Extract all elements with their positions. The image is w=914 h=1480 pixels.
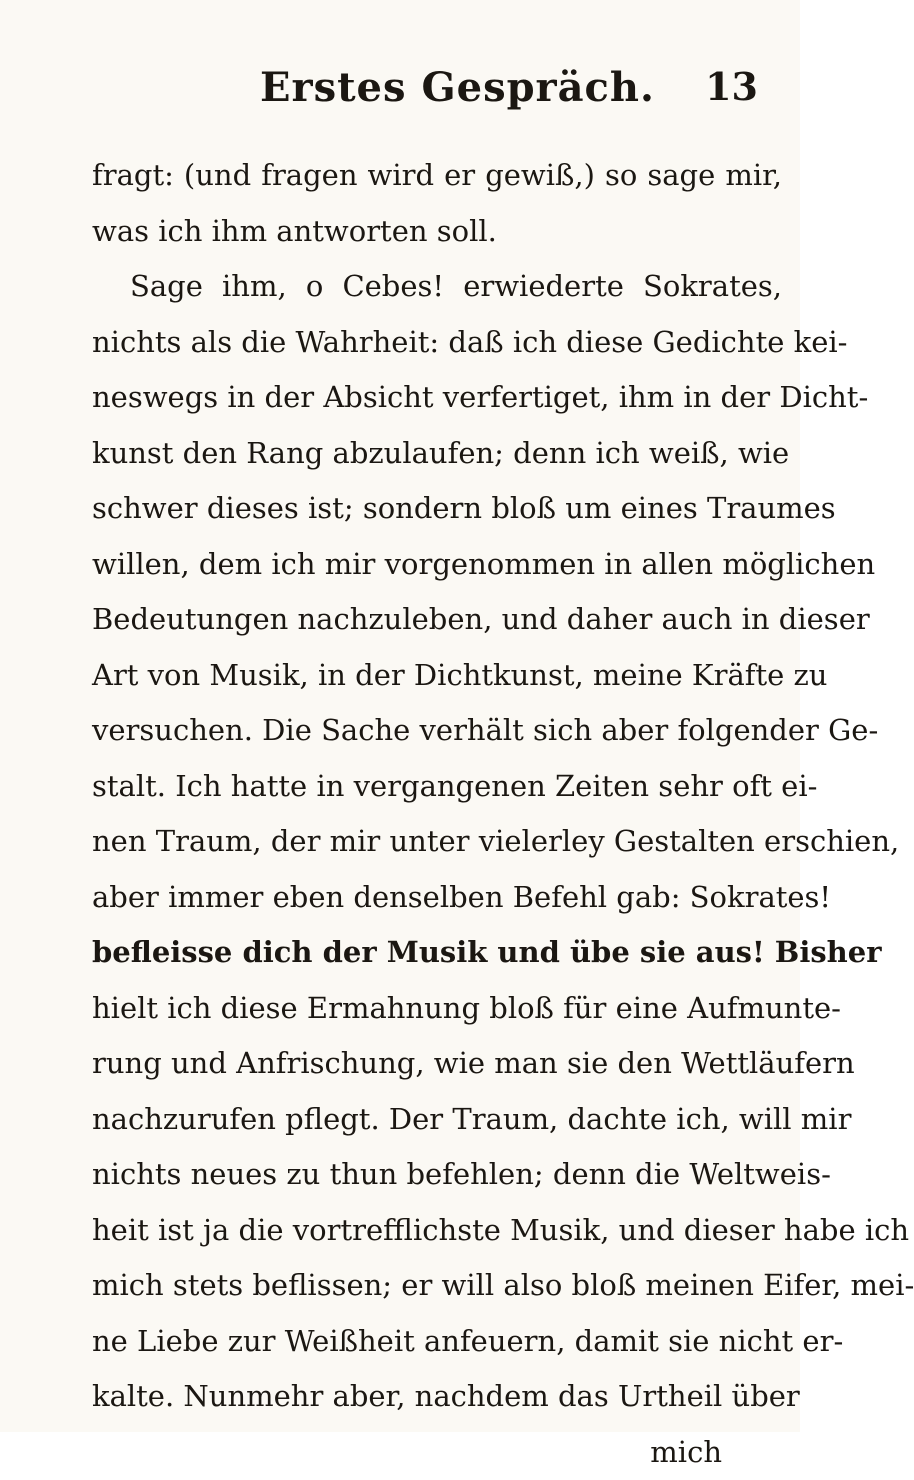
text-line: rung und Anfrischung, wie man sie den Wettläufern	[92, 1036, 782, 1092]
text-line: stalt. Ich hatte in vergangenen Zeiten sehr oft ei-	[92, 759, 782, 815]
text-line: mich stets beflissen; er will also bloß meinen Eifer, mei-	[92, 1258, 782, 1314]
text-line: nen Traum, der mir unter vielerley Gestalten erschien,	[92, 814, 782, 870]
text-line: nichts neues zu thun befehlen; denn die Weltweis-	[92, 1147, 782, 1203]
text-line: befleisse dich der Musik und übe sie aus! Bisher	[92, 925, 782, 981]
text-line: versuchen. Die Sache verhält sich aber folgender Ge-	[92, 703, 782, 759]
text-line: Art von Musik, in der Dichtkunst, meine Kräfte zu	[92, 648, 782, 704]
body-text	[92, 148, 782, 1480]
text-line: neswegs in der Absicht verfertiget, ihm in der Dicht-	[92, 370, 782, 426]
text-line: willen, dem ich mir vorgenommen in allen möglichen	[92, 537, 782, 593]
text-line: kalte. Nunmehr aber, nachdem das Urtheil über	[92, 1369, 782, 1425]
catchword: mich	[92, 1425, 782, 1480]
text-line: nachzurufen pflegt. Der Traum, dachte ich, will mir	[92, 1092, 782, 1148]
text-line: nichts als die Wahrheit: daß ich diese Gedichte kei-	[92, 315, 782, 371]
running-title: Erstes Gespräch.	[260, 64, 655, 111]
text-line: hielt ich diese Ermahnung bloß für eine Aufmunte-	[92, 981, 782, 1037]
text-line: aber immer eben denselben Befehl gab: Sokrates!	[92, 870, 782, 926]
page-number: 13	[705, 64, 758, 109]
text-line: schwer dieses ist; sondern bloß um eines Traumes	[92, 481, 782, 537]
page-header	[80, 64, 780, 124]
text-line: heit ist ja die vortrefflichste Musik, und dieser habe ich	[92, 1203, 782, 1259]
text-line: Sage ihm, o Cebes! erwiederte Sokrates,	[92, 259, 782, 315]
text-line: ne Liebe zur Weißheit anfeuern, damit sie nicht er-	[92, 1314, 782, 1370]
text-line: Bedeutungen nachzuleben, und daher auch in dieser	[92, 592, 782, 648]
text-line: kunst den Rang abzulaufen; denn ich weiß, wie	[92, 426, 782, 482]
text-line: fragt: (und fragen wird er gewiß,) so sage mir,	[92, 148, 782, 204]
text-line: was ich ihm antworten soll.	[92, 204, 782, 260]
